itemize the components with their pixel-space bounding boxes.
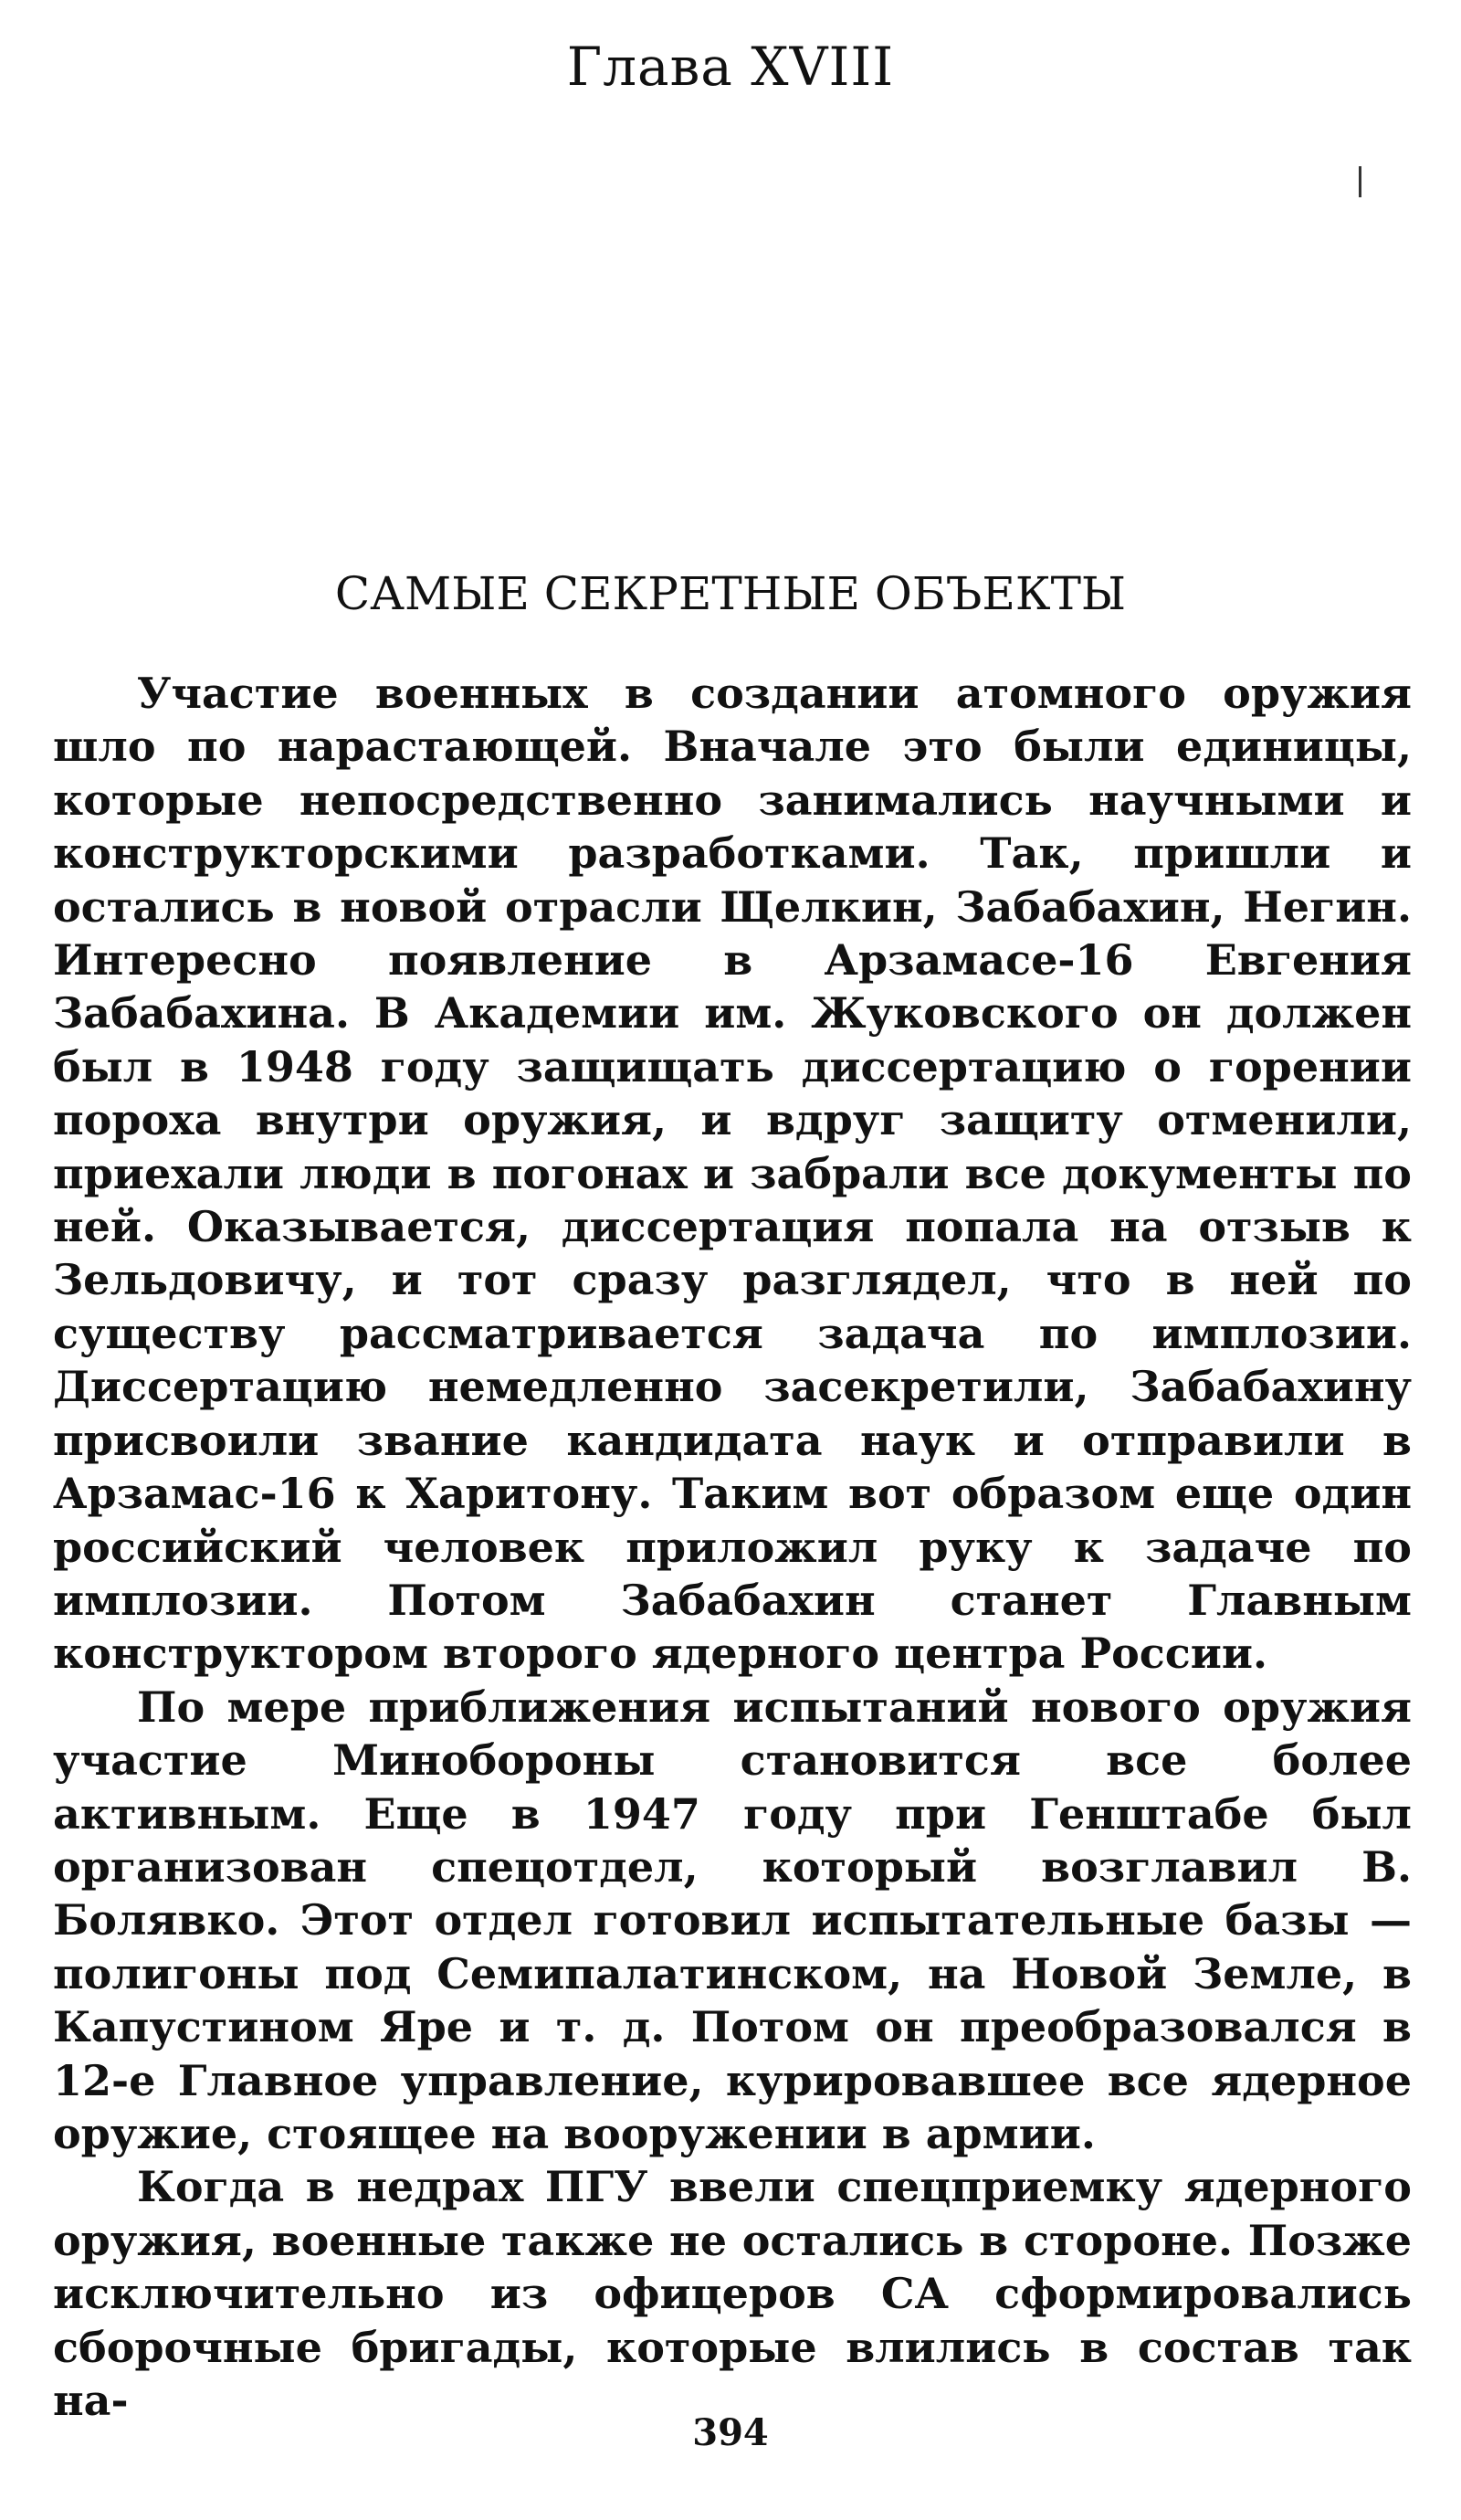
chapter-heading: Глава XVIII xyxy=(566,36,895,98)
margin-mark xyxy=(1359,166,1361,197)
paragraph-2: По мере приближения испытаний нового оружия участие Минобороны становится все более активным. Еще в 1947 году при Генштабе был организован спецотдел, который возглавил В. Болявко. Этот отдел готовил испытательные базы — полигоны под Семипалатинском, на Новой Земле, в Капустином Яре и т. д. Потом он преобразовался в 12-е Главное управление, курировавшее все ядерное оружие, стоящее на вооружении в армии. xyxy=(53,1682,1412,2158)
page-number: 394 xyxy=(692,2411,769,2454)
paragraph-3: Когда в недрах ПГУ ввели спецприемку ядерного оружия, военные также не остались в стороне. Позже исключительно из офицеров СА сформировались сборочные бригады, которые влились в состав так на- xyxy=(53,2162,1412,2425)
paragraph-1: Участие военных в создании атомного оружия шло по нарастающей. Вначале это были единицы, которые непосредственно занимались научными и конструкторскими разработками. Так, пришли и остались в новой отрасли Щелкин, Забабахин, Негин. Интересно появление в Арзамасе-16 Евгения Забабахина. В Академии им. Жуковского он должен был в 1948 году защищать диссертацию о горении пороха внутри оружия, и вдруг защиту отменили, приехали люди в погонах и забрали все документы по ней. Оказывается, диссертация попала на отзыв к Зельдовичу, и тот сразу разглядел, что в ней по существу рассматривается задача по имплозии. Диссертацию немедленно засекретили, Забабахину присвоили звание кандидата наук и отправили в Арзамас-16 к Харитону. Таким вот образом еще один российский человек приложил руку к задаче по имплозии. Потом Забабахин станет Главным конструктором второго ядерного центра России. xyxy=(53,669,1412,1679)
body-text xyxy=(53,667,1412,2427)
section-title: САМЫЕ СЕКРЕТНЫЕ ОБЪЕКТЫ xyxy=(334,567,1127,620)
